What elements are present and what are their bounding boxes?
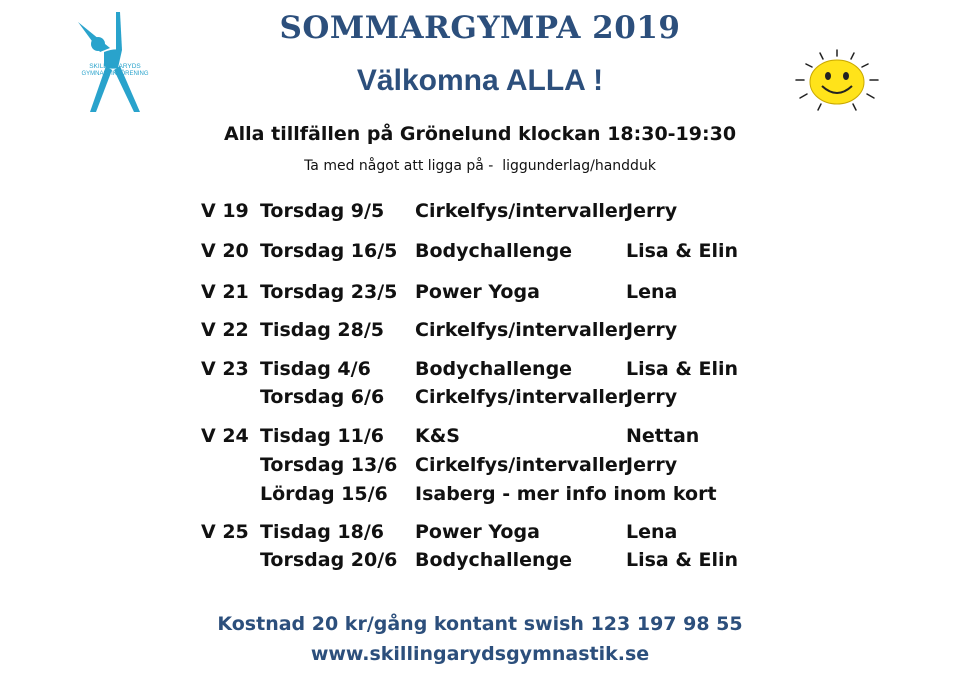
- schedule-date: Torsdag 23/5: [260, 281, 398, 303]
- page-title: SOMMARGYMPA 2019: [279, 10, 681, 46]
- schedule-activity: Power Yoga: [415, 281, 540, 303]
- bring-info: Ta med något att ligga på - liggunderlag/handduk: [304, 158, 656, 174]
- schedule-activity: Power Yoga: [415, 521, 540, 543]
- schedule-leader: Lena: [626, 281, 678, 303]
- schedule-leader: Lena: [626, 521, 678, 543]
- schedule-date: Tisdag 4/6: [260, 358, 371, 380]
- schedule-activity: K&S: [415, 425, 460, 447]
- schedule-week: V 20: [201, 240, 249, 262]
- schedule-date: Lördag 15/6: [260, 483, 388, 505]
- welcome-subtitle: Välkomna ALLA !: [356, 64, 604, 97]
- schedule-activity: Cirkelfys/intervaller: [415, 454, 628, 476]
- schedule-date: Torsdag 6/6: [260, 386, 385, 408]
- schedule-leader: Lisa & Elin: [626, 358, 739, 380]
- schedule-leader: Jerry: [626, 454, 678, 476]
- schedule-activity: Cirkelfys/intervaller: [415, 319, 628, 341]
- schedule-leader: Lisa & Elin: [626, 240, 739, 262]
- schedule-date: Torsdag 16/5: [260, 240, 398, 262]
- schedule-date: Torsdag 20/6: [260, 549, 398, 571]
- schedule-leader: Lisa & Elin: [626, 549, 739, 571]
- schedule-week: V 23: [201, 358, 249, 380]
- schedule-leader: Jerry: [626, 200, 678, 222]
- schedule-activity: Bodychallenge: [415, 358, 573, 380]
- schedule-week: V 19: [201, 200, 249, 222]
- logo-text-line2: GYMNASTIKFÖRENING: [81, 71, 149, 77]
- schedule-leader: Jerry: [626, 319, 678, 341]
- schedule-leader: Jerry: [626, 386, 678, 408]
- schedule-date: Tisdag 11/6: [260, 425, 385, 447]
- schedule-activity: Cirkelfys/intervaller: [415, 200, 628, 222]
- schedule-activity: Isaberg - mer info inom kort: [415, 483, 717, 505]
- schedule-week: V 22: [201, 319, 249, 341]
- schedule-date: Torsdag 9/5: [260, 200, 385, 222]
- schedule-date: Tisdag 18/6: [260, 521, 385, 543]
- schedule-leader: Nettan: [626, 425, 700, 447]
- cost-info: Kostnad 20 kr/gång kontant swish 123 197 98 55: [217, 613, 743, 635]
- website-link[interactable]: www.skillingarydsgymnastik.se: [310, 643, 650, 665]
- schedule-activity: Cirkelfys/intervaller: [415, 386, 628, 408]
- schedule-activity: Bodychallenge: [415, 240, 573, 262]
- location-info: Alla tillfällen på Grönelund klockan 18:30-19:30: [223, 123, 737, 145]
- schedule-date: Torsdag 13/6: [260, 454, 398, 476]
- logo-text-line1: SKILLINGARYDS: [89, 63, 141, 70]
- schedule-date: Tisdag 28/5: [260, 319, 385, 341]
- schedule-week: V 25: [201, 521, 249, 543]
- schedule-activity: Bodychallenge: [415, 549, 573, 571]
- schedule-week: V 24: [201, 425, 249, 447]
- schedule-week: V 21: [201, 281, 249, 303]
